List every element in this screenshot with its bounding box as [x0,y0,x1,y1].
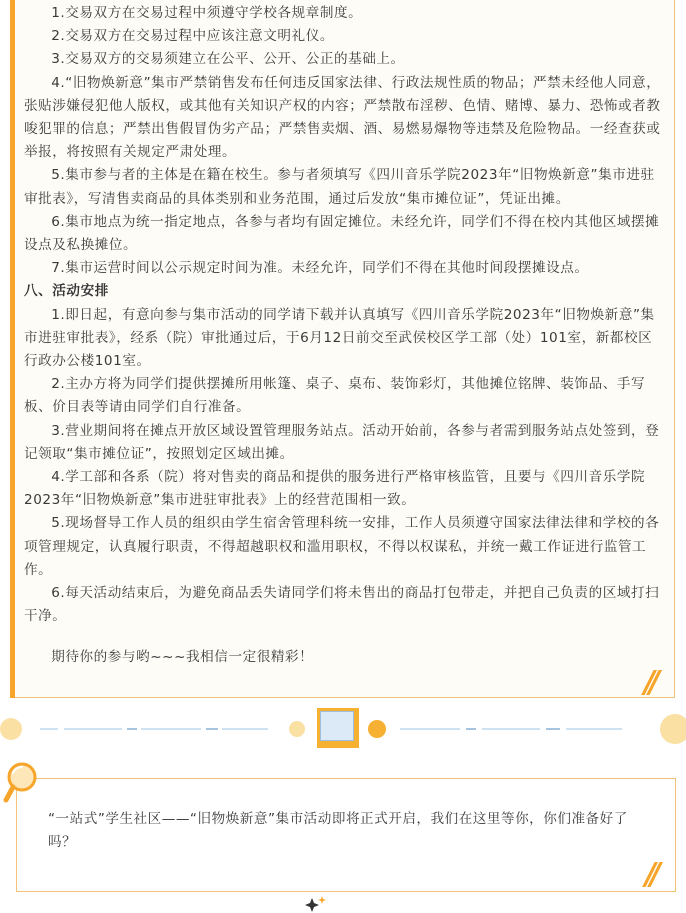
divider-dash [546,728,560,730]
info-text: “一站式”学生社区——“旧物焕新意”集市活动即将正式开启，我们在这里等你，你们准备好了吗？ [48,811,628,851]
divider-dash [566,728,622,730]
quote-mark-icon: // [644,665,654,700]
rule-item: 4.“旧物焕新意”集市严禁销售发布任何违反国家法律、行政法规性质的物品；严禁未经他人同意，张贴涉嫌侵犯他人版权，或其他有关知识产权的内容；严禁散布淫秽、色情、赌博、暴力、恐怖或者教唆犯罪的信息；严禁出售假冒伪劣产品；严禁售卖烟、酒、易燃易爆物等违禁及危险物品。一经查获或举报，将按照有关规定严肃处理。 [24,74,661,161]
magnifier-icon [2,760,46,808]
rule-item: 2.交易双方在交易过程中应该注意文明礼仪。 [51,28,334,45]
divider-dash [141,728,201,730]
arrangement-item: 4.学工部和各系（院）将对售卖的商品和提供的服务进行严格审核监管，且要与《四川音乐学院2023年“旧物焕新意”集市进驻审批表》上的经营范围相一致。 [24,469,646,509]
arrangement-item: 5.现场督导工作人员的组织由学生宿舍管理科统一安排，工作人员须遵守国家法律法律和学校的各项管理规定，认真履行职责，不得超越职权和滥用职权，不得以权谋私，并统一戴工作证进行监管工作。 [24,515,660,578]
closing-line: 期待你的参与哟~~~我相信一定很精彩！ [51,649,314,666]
divider-dot [289,721,305,737]
sparkle-icon [304,896,330,913]
divider-dot [368,720,386,738]
divider-dot [660,714,686,744]
rules-panel [10,0,675,698]
section-heading: 八、活动安排 [24,283,109,300]
divider-dash [400,728,460,730]
section-divider [0,700,686,760]
rules-text [24,2,664,670]
window-square-icon [317,708,359,748]
divider-dash [40,728,58,730]
panel-accent-bar [10,0,15,698]
divider-dash [466,728,476,730]
arrangement-item: 3.营业期间将在摊点开放区域设置管理服务站点。活动开始前，各参与者需到服务站点处签到，登记领取“集市摊位证”，按照划定区域出摊。 [24,422,660,462]
rule-item: 7.集市运营时间以公示规定时间为准。未经允许，同学们不得在其他时间段摆摊设点。 [51,260,589,277]
arrangement-item: 1.即日起，有意向参与集市活动的同学请下载并认真填写《四川音乐学院2023年“旧物焕新意”集市进驻审批表》，经系（院）审批通过后，于6月12日前交至武侯校区学工部（处）101室，新都校区行政办公楼101室。 [24,306,655,370]
divider-dash [222,728,268,730]
arrangement-item: 6.每天活动结束后，为避免商品丢失请同学们将未售出的商品打包带走，并把自己负责的区域打扫干净。 [24,585,660,625]
divider-dash [64,728,122,730]
rule-item: 6.集市地点为统一指定地点，各参与者均有固定摊位。未经允许，同学们不得在校内其他区域摆摊设点及私换摊位。 [24,213,660,254]
rule-item: 3.交易双方的交易须建立在公平、公开、公正的基础上。 [51,51,405,68]
divider-dot [0,718,22,740]
quote-mark-icon: // [645,857,655,892]
arrangement-item: 2.主办方将为同学们提供摆摊所用帐篷、桌子、桌布、装饰彩灯，其他摊位铭牌、装饰品、手写板、价目表等请由同学们自行准备。 [24,376,646,416]
divider-dash [206,728,218,730]
divider-dash [482,728,540,730]
rule-item: 5.集市参与者的主体是在籍在校生。参与者须填写《四川音乐学院2023年“旧物焕新意”集市进驻审批表》，写清售卖商品的具体类别和业务范围，通过后发放“集市摊位证”，凭证出摊。 [24,167,655,207]
rule-item: 1.交易双方在交易过程中须遵守学校各规章制度。 [51,5,363,21]
divider-dash [127,728,137,730]
